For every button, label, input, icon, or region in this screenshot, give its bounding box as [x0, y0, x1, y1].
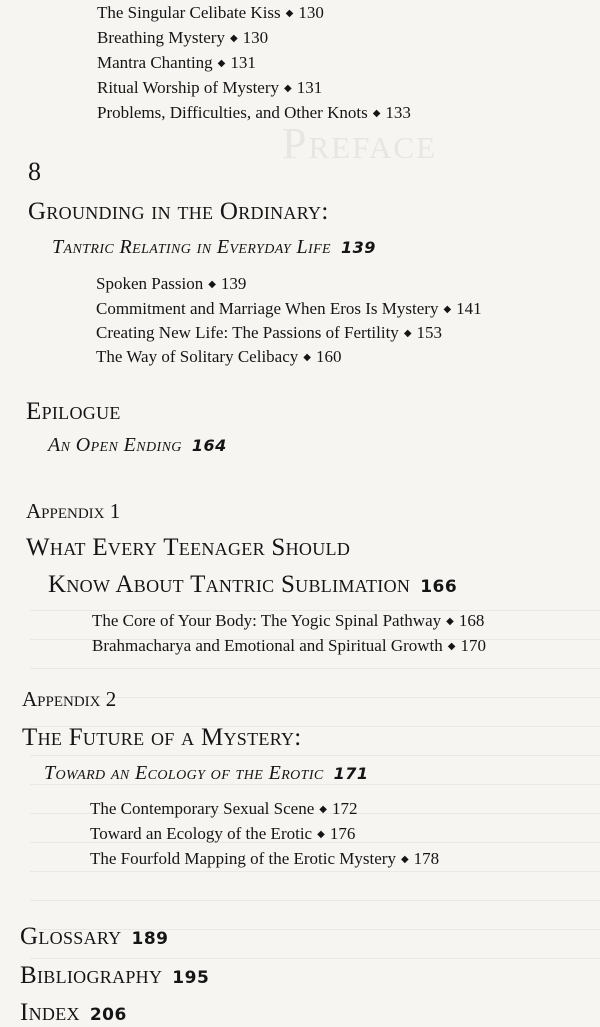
diamond-separator-icon: ◆	[303, 352, 311, 363]
appendix-title[interactable]: What Every Teenager Should	[26, 534, 351, 561]
diamond-separator-icon: ◆	[229, 33, 238, 44]
toc-entry[interactable]: The Core of Your Body: The Yogic Spinal Pathway ◆ 168	[92, 611, 485, 630]
toc-entry[interactable]: The Fourfold Mapping of the Erotic Mystery ◆ 178	[90, 849, 440, 868]
page-number: 166	[420, 577, 458, 597]
appendix-label: Appendix 1	[26, 499, 121, 523]
toc-entry[interactable]: Brahmacharya and Emotional and Spiritual Growth ◆ 170	[92, 636, 486, 655]
diamond-separator-icon: ◆	[372, 108, 381, 119]
chapter-subtitle[interactable]: Tantric Relating in Everyday Life 139	[52, 236, 376, 258]
page-number: 206	[89, 1005, 127, 1025]
diamond-separator-icon: ◆	[284, 83, 292, 94]
diamond-separator-icon: ◆	[446, 616, 454, 627]
diamond-separator-icon: ◆	[317, 829, 325, 840]
page-number: 189	[131, 929, 169, 949]
diamond-separator-icon: ◆	[208, 279, 216, 290]
appendix-label: Appendix 2	[22, 687, 117, 711]
toc-entry[interactable]: Toward an Ecology of the Erotic ◆ 176	[90, 824, 356, 843]
diamond-separator-icon: ◆	[217, 58, 226, 69]
page-number: 195	[172, 968, 210, 988]
chapter-title[interactable]: Grounding in the Ordinary:	[28, 198, 329, 225]
glossary-entry[interactable]: Glossary 189	[20, 923, 169, 950]
toc-entry[interactable]: Mantra Chanting ◆ 131	[97, 53, 256, 72]
diamond-separator-icon: ◆	[443, 304, 452, 315]
diamond-separator-icon: ◆	[285, 8, 294, 19]
chapter-number: 8	[28, 157, 41, 186]
page-number: 164	[191, 436, 227, 455]
diamond-separator-icon: ◆	[447, 641, 456, 652]
toc-entry[interactable]: The Singular Celibate Kiss ◆ 130	[97, 3, 324, 22]
epilogue-title[interactable]: Epilogue	[26, 398, 121, 425]
toc-entry[interactable]: Spoken Passion ◆ 139	[96, 274, 247, 293]
appendix-title[interactable]: The Future of a Mystery:	[22, 724, 302, 751]
toc-entry[interactable]: Creating New Life: The Passions of Fertility ◆ 153	[96, 323, 443, 342]
diamond-separator-icon: ◆	[403, 328, 412, 339]
page-number: 171	[333, 764, 369, 783]
page-number: 139	[341, 238, 376, 257]
appendix-subtitle[interactable]: Toward an Ecology of the Erotic 171	[44, 762, 369, 784]
toc-entry[interactable]: The Contemporary Sexual Scene ◆ 172	[90, 799, 358, 818]
toc-entry[interactable]: Commitment and Marriage When Eros Is Mystery ◆ 141	[96, 299, 482, 318]
diamond-separator-icon: ◆	[319, 804, 327, 815]
bibliography-entry[interactable]: Bibliography 195	[20, 962, 210, 989]
toc-entry[interactable]: Ritual Worship of Mystery ◆ 131	[97, 78, 323, 97]
toc-entry[interactable]: Breathing Mystery ◆ 130	[97, 28, 269, 47]
appendix-title-continued[interactable]: Know About Tantric Sublimation 166	[48, 571, 458, 598]
toc-entry[interactable]: Problems, Difficulties, and Other Knots ◆ 133	[97, 103, 411, 122]
bleed-through-title: Preface	[282, 119, 438, 168]
epilogue-subtitle[interactable]: An Open Ending 164	[48, 434, 227, 456]
diamond-separator-icon: ◆	[400, 854, 409, 865]
index-entry[interactable]: Index 206	[20, 999, 127, 1026]
toc-entry[interactable]: The Way of Solitary Celibacy ◆ 160	[96, 347, 342, 366]
